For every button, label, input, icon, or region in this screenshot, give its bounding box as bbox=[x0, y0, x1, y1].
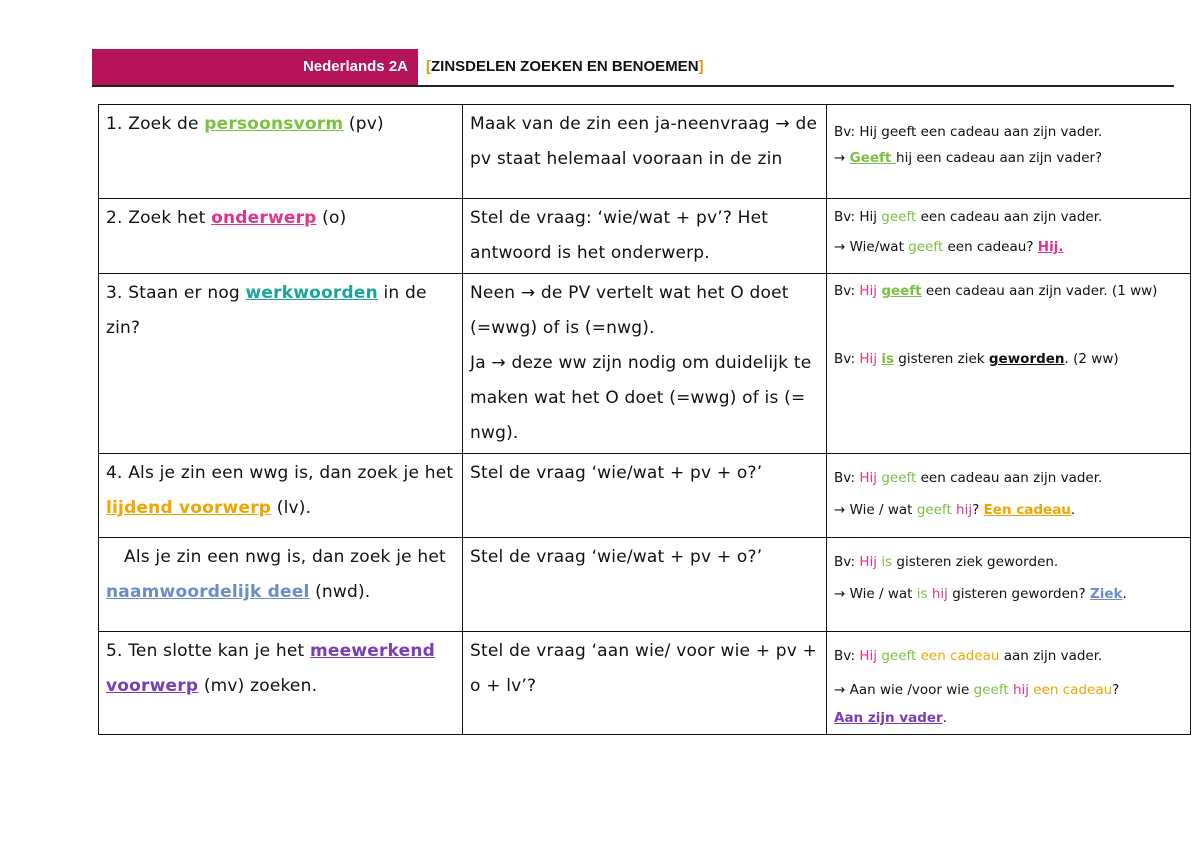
example-text: aan zijn vader. bbox=[999, 648, 1103, 664]
instruction-cell: Stel de vraag ‘aan wie/ voor wie + pv + o + lv’? bbox=[463, 632, 827, 735]
example-text: een cadeau aan zijn vader. (1 ww) bbox=[921, 283, 1158, 299]
arrow-text: → Aan wie /voor wie bbox=[834, 682, 974, 698]
keyword-werkwoorden: werkwoorden bbox=[245, 283, 378, 303]
bracket-close: ] bbox=[698, 58, 704, 75]
example-subject: Hij bbox=[859, 470, 878, 486]
header-subject-block bbox=[92, 49, 418, 85]
example-verb: geworden bbox=[988, 351, 1065, 367]
instruction-cell: Stel de vraag ‘wie/wat + pv + o?’ bbox=[463, 454, 827, 538]
example-text: gisteren ziek geworden. bbox=[892, 554, 1059, 570]
arrow-text: → Wie/wat bbox=[834, 239, 909, 255]
example-pv: geeft bbox=[881, 283, 922, 299]
example-line bbox=[834, 676, 1183, 732]
example-text: een cadeau aan zijn vader. bbox=[916, 470, 1103, 486]
arrow-text: → Wie / wat bbox=[834, 586, 917, 602]
step-text: Als je zin een nwg is, dan zoek je het bbox=[124, 547, 446, 567]
instruction-cell bbox=[463, 274, 827, 454]
keyword-persoonsvorm: persoonsvorm bbox=[204, 114, 344, 134]
instruction-line: Ja → deze ww zijn nodig om duidelijk te maken wat het O doet (=wwg) of is (= nwg). bbox=[470, 353, 812, 443]
step-text: 5. Ten slotte kan je het bbox=[106, 641, 310, 661]
example-text: gisteren ziek bbox=[893, 351, 989, 367]
step-text: (nwd). bbox=[309, 582, 371, 602]
step-text: (lv). bbox=[271, 498, 312, 518]
document-header bbox=[92, 49, 1174, 87]
instruction-cell: Stel de vraag: ‘wie/wat + pv’? Het antwoord is het onderwerp. bbox=[463, 199, 827, 274]
example-subject: Hij bbox=[859, 351, 878, 367]
example-subject: hij bbox=[931, 586, 948, 602]
example-line bbox=[834, 636, 1183, 676]
example-text: ? bbox=[972, 502, 984, 518]
table-row bbox=[99, 105, 1191, 199]
example-text: ? bbox=[1112, 682, 1120, 698]
step-text: (mv) zoeken. bbox=[198, 676, 318, 696]
example-pv: geeft bbox=[881, 470, 917, 486]
example-pv: is bbox=[916, 586, 928, 602]
table-row bbox=[99, 538, 1191, 632]
example-answer: Aan zijn vader bbox=[834, 710, 943, 726]
example-answer: Hij. bbox=[1037, 239, 1064, 255]
example-line bbox=[834, 278, 1183, 304]
arrow-text: → bbox=[834, 150, 850, 166]
example-subject: Hij bbox=[859, 554, 878, 570]
instruction-cell: Maak van de zin een ja-neenvraag → de pv staat helemaal vooraan in de zin bbox=[463, 105, 827, 199]
example-cell bbox=[827, 538, 1191, 632]
example-line bbox=[834, 232, 1183, 262]
example-text: . bbox=[1122, 586, 1127, 602]
header-title-wrap bbox=[426, 58, 704, 75]
bracket-open: [ bbox=[426, 58, 431, 75]
example-line bbox=[834, 145, 1183, 171]
example-text: Bv: bbox=[834, 648, 860, 664]
example-cell bbox=[827, 632, 1191, 735]
example-text: gisteren geworden? bbox=[947, 586, 1090, 602]
step-text: 4. Als je zin een wwg is, dan zoek je het bbox=[106, 463, 454, 483]
example-subject: hij bbox=[1012, 682, 1029, 698]
example-line bbox=[834, 458, 1183, 498]
example-lv: een cadeau bbox=[920, 648, 1000, 664]
example-text: een cadeau? bbox=[943, 239, 1038, 255]
example-answer: Een cadeau bbox=[983, 502, 1071, 518]
example-pv: geeft bbox=[908, 239, 944, 255]
table-row bbox=[99, 632, 1191, 735]
example-line bbox=[834, 202, 1183, 232]
step-cell bbox=[99, 632, 463, 735]
example-text: . (2 ww) bbox=[1064, 351, 1119, 367]
example-subject: Hij bbox=[859, 283, 878, 299]
step-text: 1. Zoek de bbox=[106, 114, 205, 134]
zinsdelen-table bbox=[98, 104, 1191, 735]
example-line bbox=[834, 542, 1183, 582]
example-text: hij een cadeau aan zijn vader? bbox=[896, 150, 1103, 166]
instruction-cell: Stel de vraag ‘wie/wat + pv + o?’ bbox=[463, 538, 827, 632]
example-line bbox=[834, 346, 1183, 372]
example-cell bbox=[827, 454, 1191, 538]
step-text: (o) bbox=[316, 208, 347, 228]
keyword-lijdend-voorwerp: lijdend voorwerp bbox=[106, 498, 272, 518]
example-line bbox=[834, 498, 1183, 522]
step-cell bbox=[99, 105, 463, 199]
example-pv: geeft bbox=[916, 502, 952, 518]
example-text: . bbox=[1070, 502, 1076, 518]
example-pv: is bbox=[881, 351, 894, 367]
example-text: een cadeau aan zijn vader. bbox=[916, 209, 1103, 225]
step-cell bbox=[99, 274, 463, 454]
header-rule bbox=[92, 85, 1174, 87]
arrow-text: → Wie / wat bbox=[834, 502, 917, 518]
example-text: Bv: bbox=[834, 554, 860, 570]
example-answer: Ziek bbox=[1089, 586, 1123, 602]
step-text: (pv) bbox=[343, 114, 384, 134]
example-cell bbox=[827, 105, 1191, 199]
example-pv: Geeft bbox=[849, 150, 897, 166]
example-pv: is bbox=[881, 554, 893, 570]
step-cell bbox=[99, 454, 463, 538]
example-cell bbox=[827, 199, 1191, 274]
step-text: in de zin? bbox=[106, 283, 427, 338]
keyword-onderwerp: onderwerp bbox=[211, 208, 317, 228]
example-subject: Hij bbox=[859, 648, 878, 664]
example-cell bbox=[827, 274, 1191, 454]
example-text: Bv: bbox=[834, 470, 860, 486]
example-subject: hij bbox=[956, 502, 973, 518]
example-text: Bv: bbox=[834, 283, 860, 299]
keyword-meewerkend-voorwerp: meewerkend voorwerp bbox=[106, 641, 436, 696]
example-text: . bbox=[942, 710, 947, 726]
example-pv: geeft bbox=[881, 648, 917, 664]
step-cell bbox=[99, 199, 463, 274]
step-text: 2. Zoek het bbox=[106, 208, 212, 228]
example-pv: geeft bbox=[973, 682, 1009, 698]
header-subject: Nederlands 2A bbox=[302, 58, 408, 75]
example-lv: een cadeau bbox=[1033, 682, 1113, 698]
example-line bbox=[834, 582, 1183, 606]
example-text: Bv: bbox=[834, 351, 860, 367]
page-title: ZINSDELEN ZOEKEN EN BENOEMEN bbox=[431, 58, 699, 75]
keyword-naamwoordelijk-deel: naamwoordelijk deel bbox=[106, 582, 310, 602]
step-text: 3. Staan er nog bbox=[106, 283, 246, 303]
example-pv: geeft bbox=[881, 209, 917, 225]
example-line: Bv: Hij geeft een cadeau aan zijn vader. bbox=[834, 124, 1103, 140]
example-text: Bv: Hij bbox=[834, 209, 882, 225]
table-row bbox=[99, 274, 1191, 454]
table-row bbox=[99, 454, 1191, 538]
instruction-line: Neen → de PV vertelt wat het O doet (=wwg) of is (=nwg). bbox=[470, 283, 789, 338]
step-cell bbox=[99, 538, 463, 632]
table-row bbox=[99, 199, 1191, 274]
